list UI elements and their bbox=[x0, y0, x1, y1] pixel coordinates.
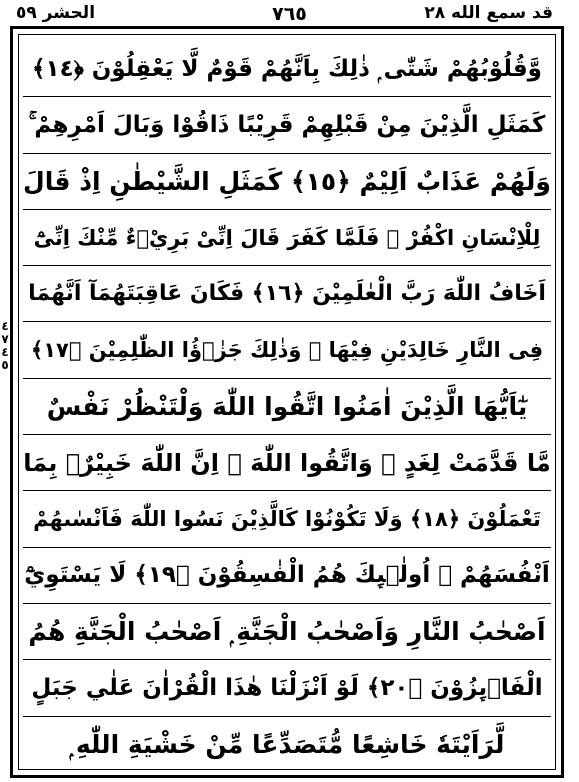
margin-ruku-mark bbox=[0, 320, 10, 372]
page-number: ٧٦٥ bbox=[272, 3, 307, 25]
verse-line: اَخَافُ اللّٰهَ رَبَّ الْعٰلَمِيْنَ ﴿١٦﴾ فَكَانَ عَاقِبَتَهُمَآ اَنَّهُمَا bbox=[23, 266, 551, 322]
verse-line: كَمَثَلِ الَّذِيْنَ مِنْ قَبْلِهِمْ قَرِيْبًا ذَاقُوْا وَبَالَ اَمْرِهِمْ ۚ bbox=[23, 97, 551, 153]
text-frame bbox=[10, 26, 564, 778]
surah-name: الحشر ٥٩ bbox=[16, 3, 96, 23]
verse-line: مَّا قَدَّمَتْ لِغَدٍ ۚ وَاتَّقُوا اللّٰهَ ۭ اِنَّ اللّٰهَ خَبِيْرٌۢ بِمَا bbox=[23, 435, 551, 491]
verse-line: وَّقُلُوْبُهُمْ شَتّٰى ۭ ذٰلِكَ بِاَنَّهُمْ قَوْمٌ لَّا يَعْقِلُوْنَ ﴿١٤﴾ bbox=[23, 41, 551, 97]
margin-mark-digit: ٤ bbox=[1, 319, 9, 333]
juz-name: قد سمع الله ٢٨ bbox=[424, 3, 553, 23]
verse-lines bbox=[23, 41, 551, 763]
verse-line: وَلَهُمْ عَذَابٌ اَلِيْمٌ ﴿١٥﴾ كَمَثَلِ الشَّيْطٰنِ اِذْ قَالَ bbox=[23, 154, 551, 210]
verse-line: لَّرَاَيْتَهٗ خَاشِعًا مُّتَصَدِّعًا مِّنْ خَشْيَةِ اللّٰهِ ۭ bbox=[69, 729, 505, 759]
margin-mark-digit: ٧ bbox=[1, 332, 9, 346]
verse-line: اَنْفُسَهُمْ ۭ اُولٰۗىِٕكَ هُمُ الْفٰسِقُوْنَ ﴿١٩﴾ لَا يَسْتَوِيْٓ bbox=[23, 548, 551, 604]
verse-line: يٰٓاَيُّهَا الَّذِيْنَ اٰمَنُوا اتَّقُوا اللّٰهَ وَلْتَنْظُرْ نَفْسٌ bbox=[23, 379, 551, 435]
verse-line: فِى النَّارِ خَالِدَيْنِ فِيْهَا ۭ وَذٰلِكَ جَزٰۗؤُا الظّٰلِمِيْنَ ﴿١٧﴾ bbox=[23, 322, 551, 378]
margin-mark-digit: ٤ bbox=[1, 345, 9, 359]
margin-mark-digit: ٥ bbox=[1, 358, 9, 372]
verse-line: الْفَاۗىِٕزُوْنَ ﴿٢٠﴾ لَوْ اَنْزَلْنَا هٰذَا الْقُرْاٰنَ عَلٰي جَبَلٍ bbox=[23, 660, 551, 716]
page-header bbox=[0, 0, 579, 26]
verse-line: اَصْحٰبُ النَّارِ وَاَصْحٰبُ الْجَنَّةِ ۭ اَصْحٰبُ الْجَنَّةِ هُمُ bbox=[23, 604, 551, 660]
verse-line: تَعْمَلُوْنَ ﴿١٨﴾ وَلَا تَكُوْنُوْا كَالَّذِيْنَ نَسُوا اللّٰهَ فَاَنْسٰىهُمْ bbox=[23, 491, 551, 547]
verse-line: لِلْاِنْسَانِ اكْفُرْ ۚ فَلَمَّا كَفَرَ قَالَ اِنِّىْ بَرِيْۗءٌ مِّنْكَ اِنِّىْٓ bbox=[23, 210, 551, 266]
